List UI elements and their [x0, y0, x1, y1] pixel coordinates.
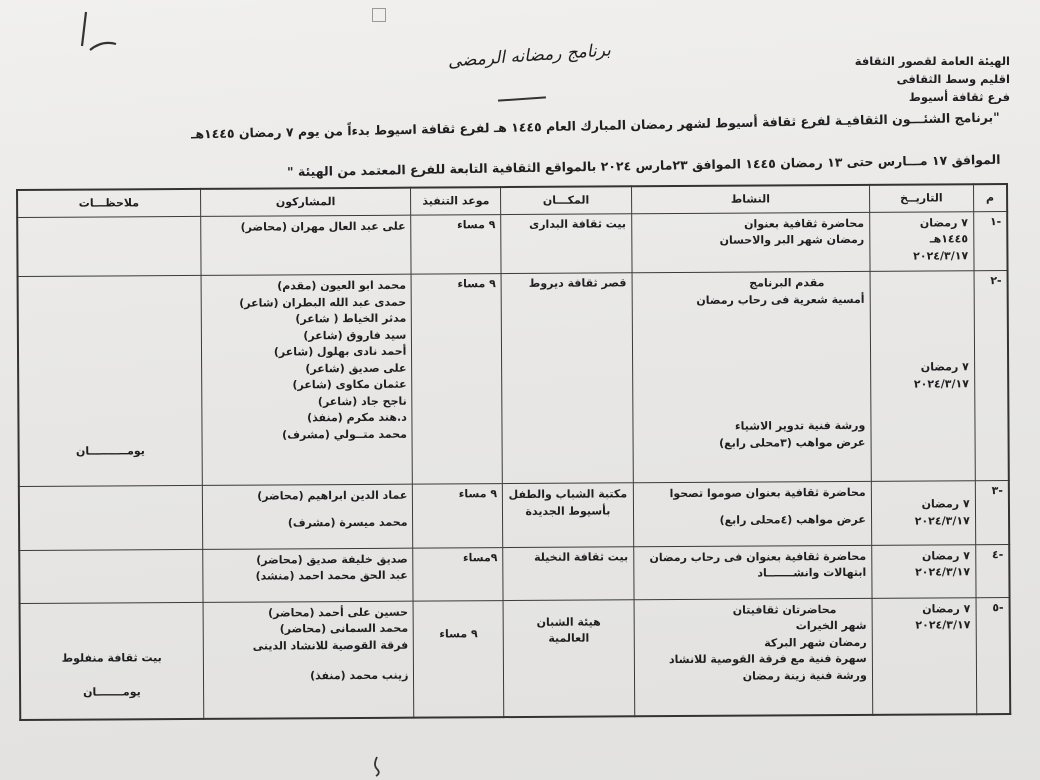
intro-line-1: "برنامج الشئـــون الثقافيـة لفرع ثقافة أسيوط لشهر رمضان المبارك العام ١٤٤٥ هـ لفرع ثقافة اسيوط بدءاً من يوم ٧ رمضان ١٤٤٥هـ: [191, 109, 1001, 142]
row-num: -٢: [974, 271, 1009, 481]
row-participants: عماد الدين ابراهيم (محاضر) محمد ميسرة (مشرف): [202, 484, 413, 549]
row-date: ٧ رمضان ٢٠٢٤/٣/١٧: [872, 545, 976, 599]
row-place: قصر ثقافة ديروط: [501, 273, 633, 484]
row-activity: محاضرة ثقافية بعنوان فى رحاب رمضان ابتهالات وانشـــــــاد: [633, 545, 871, 599]
handwritten-mark-icon: [370, 755, 384, 777]
org-line: الهيئة العامة لقصور الثقافة: [854, 54, 1010, 68]
row-num: -٥: [976, 597, 1010, 714]
row-activity: محاضرة ثقافية بعنوان رمضان شهر البر والاحسان: [631, 212, 869, 273]
row-place: هيئة الشبان العالمية: [503, 600, 634, 717]
row-date: ٧ رمضان ١٤٤٥هـ ٢٠٢٤/٣/١٧: [870, 211, 974, 272]
row-place: بيت ثقافة البدارى: [501, 213, 632, 274]
schedule-table: [16, 183, 1011, 721]
header-place: المكـــان: [501, 186, 632, 214]
header-time: موعد التنفيذ: [411, 187, 501, 215]
header-participants: المشاركون: [200, 188, 411, 216]
row-num: -٤: [975, 544, 1009, 597]
row-date: ٧ رمضان ٢٠٢٤/٣/١٧: [870, 271, 975, 482]
row-notes: [19, 549, 202, 603]
scan-artifact: [372, 8, 386, 22]
row-participants: محمد ابو العيون (مقدم) حمدى عبد الله البطران (شاعر) مدثر الخياط ( شاعر) سيد فاروق (شاعر) أحمد نادى بهلول (شاعر) على صديق (شاعر) عثمان مكاوى (شاعر) ناجح جاد (شاعر) د.هند مكرم (منفذ) محمد متــولي (مشرف): [201, 275, 413, 486]
header-num: م: [973, 184, 1007, 211]
row-date: ٧ رمضان ٢٠٢٤/٣/١٧: [872, 598, 977, 715]
table-row: [18, 271, 1009, 487]
row-num: -١: [973, 211, 1007, 271]
handwritten-title: برنامج رمضانه الرمضى: [447, 40, 612, 72]
intro-line-2: الموافق ١٧ مـــارس حتى ١٣ رمضان ١٤٤٥ الموافق ٢٣مارس ٢٠٢٤ بالمواقع الثقافية التابعة للفرع المعتمد من الهيئة ": [286, 151, 1001, 180]
row-participants: صديق خليفة صديق (محاضر) عبد الحق محمد احمد (منشد): [202, 548, 413, 602]
row-notes: بيت ثقافة منفلوط يومـــــــان: [20, 602, 204, 720]
header-date: التاريــخ: [869, 184, 973, 212]
handwritten-mark-icon: [76, 10, 122, 56]
table-row: [19, 544, 1009, 603]
org-line: فرع ثقافة أسيوط: [908, 90, 1010, 104]
header-notes: ملاحظـــات: [17, 189, 200, 217]
title-underline: [498, 96, 546, 101]
row-participants: على عبد العال مهران (محاضر): [200, 215, 411, 276]
table-row: [17, 211, 1007, 277]
row-activity: محاضرتان ثقافيتان شهر الخيرات رمضان شهر البركة سهرة فنية مع فرقة القوصية للانشاد ورشة فنية زينة رمضان: [634, 598, 873, 716]
row-activity: محاضرة ثقافية بعنوان صوموا تصحوا عرض مواهب (٤محلى رابع): [633, 482, 871, 547]
row-time: ٩ مساء: [411, 274, 502, 484]
row-time: ٩ مساء: [413, 484, 503, 548]
row-place: مكتبة الشباب والطفل بأسيوط الجديدة: [503, 483, 634, 547]
table-row: [20, 597, 1011, 720]
table-row: [19, 481, 1009, 551]
row-notes: يومــــــــــان: [18, 276, 202, 487]
row-time: ٩مساء: [413, 547, 503, 601]
row-activity: مقدم البرنامج أمسية شعرية فى رحاب رمضان ورشة فنية تدوير الاشياء عرض مواهب (٣محلى رابع): [632, 272, 871, 483]
org-line: اقليم وسط الثقافى: [896, 72, 1010, 86]
row-num: -٣: [975, 481, 1009, 545]
header-activity: النشاط: [631, 185, 869, 213]
row-notes: [19, 486, 202, 551]
row-notes: [17, 216, 200, 277]
row-participants: حسين على أحمد (محاضر) محمد السمانى (محاضر) فرقة القوصية للانشاد الدينى زينب محمد (منفذ): [203, 601, 415, 719]
row-time: ٩ مساء: [411, 214, 501, 274]
organization-header: [855, 52, 1010, 106]
row-date: ٧ رمضان ٢٠٢٤/٣/١٧: [871, 481, 975, 545]
row-place: بيت ثقافة النخيلة: [503, 547, 634, 601]
row-time: ٩ مساء: [413, 600, 503, 717]
